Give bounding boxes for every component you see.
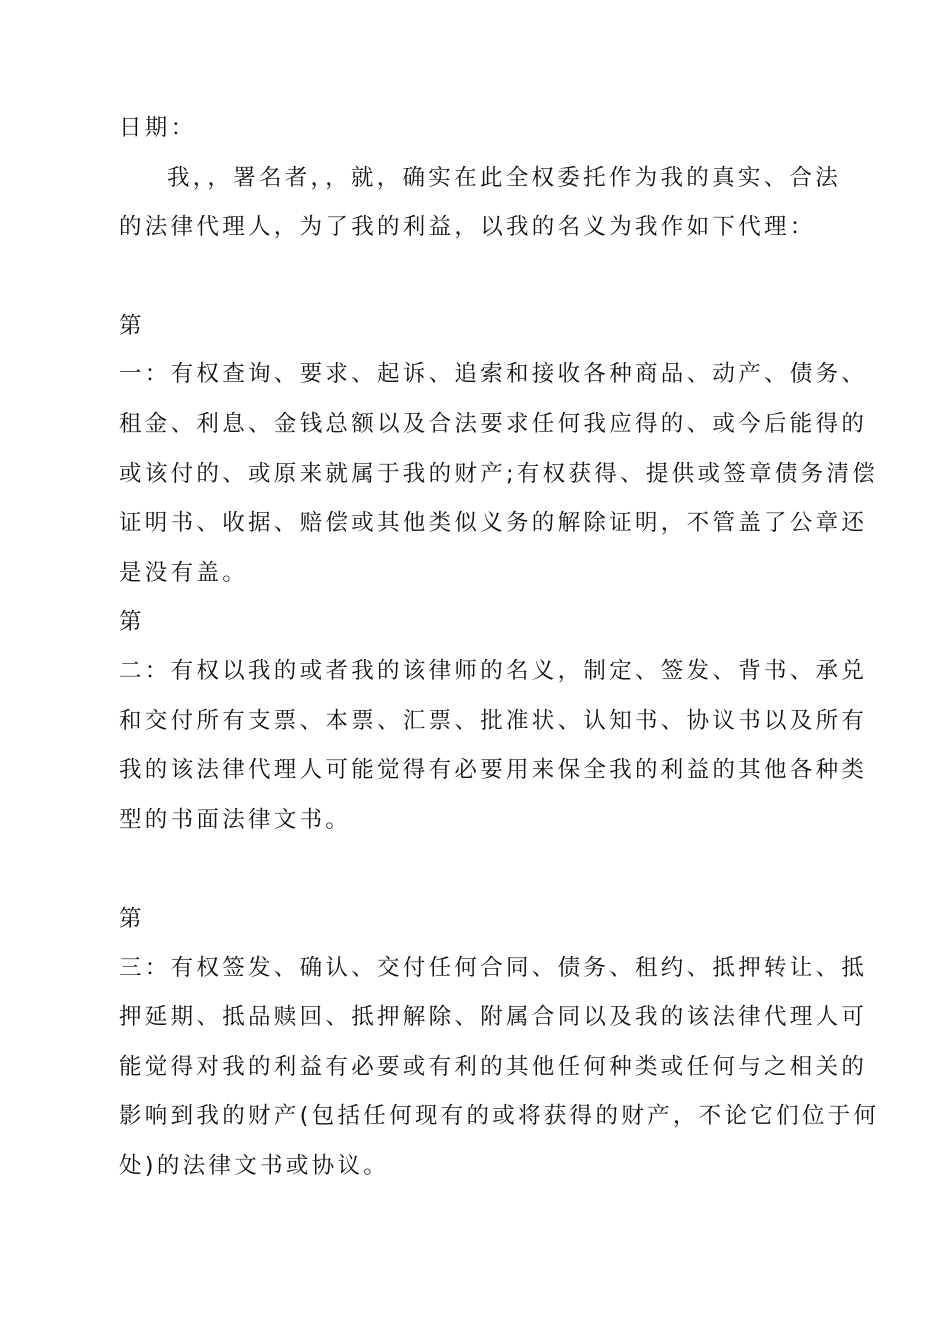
section-line: 一：有权查询、要求、起诉、追索和接收各种商品、动产、债务、 — [119, 361, 868, 387]
section-line: 三：有权签发、确认、交付任何合同、债务、租约、抵押转让、抵 — [119, 955, 868, 981]
section-line: 我的该法律代理人可能觉得有必要用来保全我的利益的其他各种类 — [119, 757, 868, 783]
section-line: 证明书、收据、赔偿或其他类似义务的解除证明，不管盖了公章还 — [119, 510, 868, 536]
section-heading: 第 — [119, 313, 145, 339]
section-line: 或该付的、或原来就属于我的财产;有权获得、提供或签章债务清偿 — [119, 461, 879, 487]
section-line: 处)的法律文书或协议。 — [119, 1153, 390, 1179]
preamble-line: 的法律代理人，为了我的利益，以我的名义为我作如下代理： — [119, 214, 816, 240]
section-line: 和交付所有支票、本票、汇票、批准状、认知书、协议书以及所有 — [119, 708, 868, 734]
section-line: 二：有权以我的或者我的该律师的名义，制定、签发、背书、承兑 — [119, 658, 868, 684]
section-heading: 第 — [119, 609, 145, 635]
section-line: 租金、利息、金钱总额以及合法要求任何我应得的、或今后能得的 — [119, 411, 868, 437]
date-label: 日期： — [119, 115, 197, 141]
section-line: 押延期、抵品赎回、抵押解除、附属合同以及我的该法律代理人可 — [119, 1004, 868, 1030]
section-line: 影响到我的财产(包括任何现有的或将获得的财产，不论它们位于何 — [119, 1103, 880, 1129]
section-line: 是没有盖。 — [119, 560, 249, 586]
preamble-line: 我，，署名者，，就，确实在此全权委托作为我的真实、合法 — [167, 165, 842, 191]
section-line: 能觉得对我的利益有必要或有利的其他任何种类或任何与之相关的 — [119, 1054, 868, 1080]
section-heading: 第 — [119, 906, 145, 932]
section-line: 型的书面法律文书。 — [119, 807, 352, 833]
